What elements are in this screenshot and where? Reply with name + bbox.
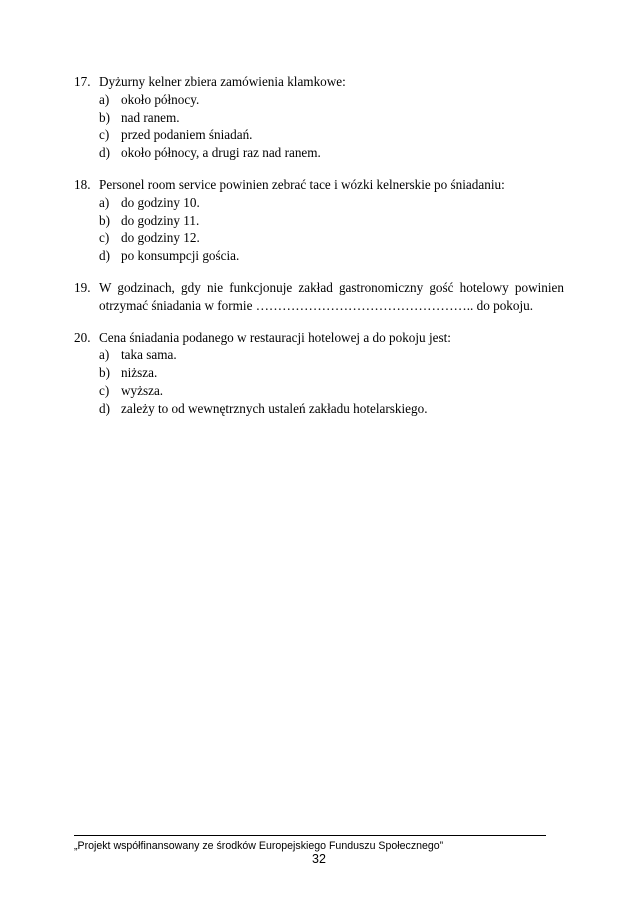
footer-funding-note: „Projekt współfinansowany ze środków Europejskiego Funduszu Społecznego” [74,840,444,852]
option-letter: d) [99,145,110,161]
question-number: 19. [74,279,91,295]
option-letter: a) [99,347,110,363]
answer-option-b [74,109,564,127]
option-text: do godziny 10. [121,194,200,210]
answer-option-c [74,126,564,144]
option-letter: b) [99,109,110,125]
question-text: Personel room service powinien zebrać tace i wózki kelnerskie po śniadaniu: [99,176,505,192]
question-17 [74,73,564,162]
option-letter: d) [99,248,110,264]
option-text: taka sama. [121,347,177,363]
option-text: do godziny 12. [121,230,200,246]
question-18-stem [74,176,564,194]
question-number: 17. [74,74,91,89]
question-list [74,73,564,432]
answer-option-a [74,91,564,109]
option-letter: b) [99,212,110,228]
answer-option-c [74,229,564,247]
question-19-stem [74,279,564,297]
question-text: Dyżurny kelner zbiera zamówienia klamkowe: [99,74,346,89]
question-20 [74,329,564,418]
question-number: 20. [74,329,91,345]
question-text-line-1: W godzinach, gdy nie funkcjonuje zakład gastronomiczny gość hotelowy powinien [99,279,564,295]
option-letter: c) [99,382,110,398]
answer-option-b [74,364,564,382]
question-17-stem [74,73,564,91]
option-letter: b) [99,365,110,381]
answer-option-c [74,382,564,400]
question-number: 18. [74,176,91,192]
answer-option-d [74,247,564,265]
option-text: zależy to od wewnętrznych ustaleń zakładu hotelarskiego. [121,400,428,416]
option-text: przed podaniem śniadań. [121,127,253,143]
question-18 [74,176,564,265]
answer-options [74,346,564,417]
answer-option-b [74,212,564,230]
option-letter: a) [99,91,110,107]
answer-option-a [74,194,564,212]
answer-options [74,91,564,162]
option-text: około północy. [121,91,200,107]
page-number: 32 [312,852,326,866]
question-20-stem [74,329,564,347]
option-text: około północy, a drugi raz nad ranem. [121,145,321,161]
option-text: wyższa. [121,382,164,398]
option-text: niższa. [121,365,158,381]
question-text: Cena śniadania podanego w restauracji hotelowej a do pokoju jest: [99,329,451,345]
answer-option-a [74,346,564,364]
question-19 [74,279,564,315]
option-letter: a) [99,194,110,210]
option-letter: c) [99,230,110,246]
option-letter: d) [99,400,110,416]
answer-option-d [74,400,564,418]
answer-option-d [74,144,564,162]
option-text: po konsumpcji gościa. [121,248,240,264]
option-text: nad ranem. [121,109,180,125]
answer-options [74,194,564,265]
question-text-line-2: otrzymać śniadania w formie ………………………………………….. do pokoju. [99,297,534,313]
option-text: do godziny 11. [121,212,200,228]
footer-divider [74,835,546,836]
option-letter: c) [99,127,110,143]
